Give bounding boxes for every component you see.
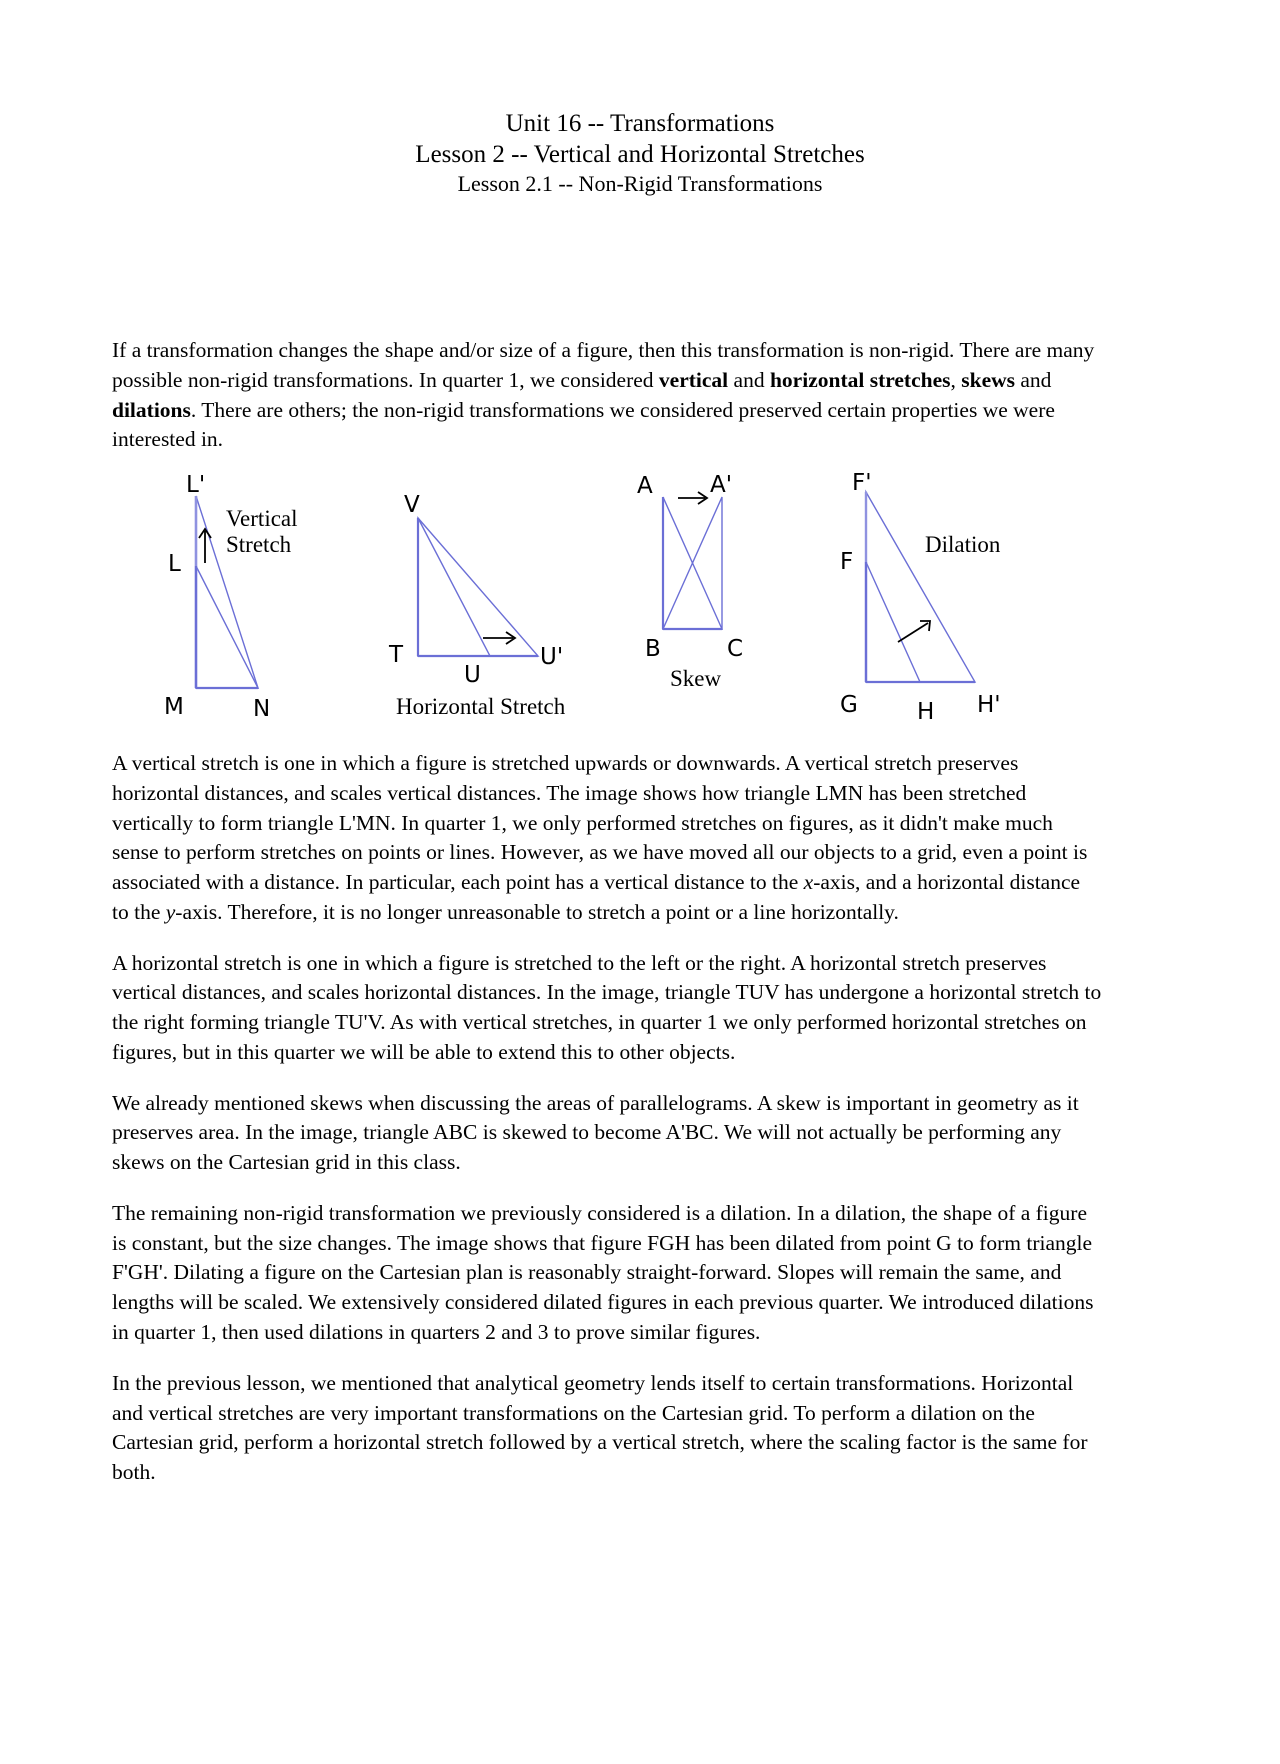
vertex-label-C: C	[727, 636, 744, 662]
dilation-figure	[866, 492, 975, 682]
intro-paragraph	[112, 336, 1102, 455]
document-page	[0, 108, 1280, 1764]
title-line-sublesson: Lesson 2.1 -- Non-Rigid Transformations	[457, 171, 823, 196]
vertex-label-V: V	[404, 492, 420, 518]
vertex-label-F-prime: F'	[852, 470, 872, 496]
vertex-label-M: M	[164, 694, 184, 720]
intro-bold-vertical: vertical	[658, 367, 729, 392]
vertex-label-L-prime: L'	[186, 472, 206, 498]
intro-bold-skews: skews	[961, 367, 1016, 392]
intro-section	[112, 336, 1102, 476]
vertex-label-B: B	[645, 636, 661, 662]
horizontal-stretch-figure	[418, 518, 538, 656]
caption-vertical-stretch-line2: Stretch	[226, 531, 292, 557]
p1-text-b: -axis, and a horizontal distance to the	[112, 870, 1081, 924]
paragraph-horizontal-stretch: A horizontal stretch is one in which a figure is stretched to the left or the right. A horizontal stretch preserves vertical distances, and scales horizontal distances. In the image, triangle TUV has undergone a horizontal stretch to the right forming triangle TU'V. As with vertical stretches, in quarter 1 we only performed horizontal stretches on figures, but in this quarter we will be able to extend this to other objects.	[112, 950, 1102, 1064]
vertex-label-U-prime: U'	[540, 644, 564, 670]
p1-italic-x: x	[803, 870, 814, 895]
vertex-label-H: H	[917, 699, 935, 725]
vertex-label-N: N	[253, 696, 271, 722]
title-line-unit: Unit 16 -- Transformations	[505, 110, 775, 137]
page-title	[0, 108, 1280, 197]
intro-text-4: and	[1015, 367, 1052, 392]
paragraph-analytical-geometry: In the previous lesson, we mentioned that analytical geometry lends itself to certain transformations. Horizontal and vertical stretches are very important transformations on the Cartesian grid. To perform a dilation on the Cartesian grid, perform a horizontal stretch followed by a vertical stretch, where the scaling factor is the same for both.	[112, 1370, 1088, 1485]
intro-text-3: ,	[950, 367, 962, 392]
intro-bold-dilations: dilations	[112, 397, 191, 422]
vertex-label-A: A	[637, 473, 653, 499]
intro-text-1: If a transformation changes the shape and/or size of a figure, then this transformation is non-rigid. There are many possible non-rigid transformations. In quarter 1, we considered	[112, 338, 1095, 392]
transformations-figure-group	[0, 466, 1280, 736]
vertex-label-G: G	[840, 692, 858, 718]
vertex-label-L: L	[168, 551, 181, 577]
intro-text-2: and	[728, 367, 770, 392]
figures-svg	[0, 466, 1280, 736]
right-arrow-icon-skew	[678, 492, 707, 504]
vertex-label-F: F	[840, 549, 854, 575]
intro-text-5: . There are others; the non-rigid transformations we considered preserved certain properties we were interested in.	[112, 397, 1055, 452]
caption-vertical-stretch-line1: Vertical	[226, 506, 298, 531]
paragraph-vertical-stretch	[112, 749, 1102, 928]
vertex-label-H-prime: H'	[977, 692, 1001, 718]
p1-italic-y: y	[165, 899, 176, 924]
body-section	[112, 749, 1102, 1509]
caption-horizontal-stretch: Horizontal Stretch	[396, 694, 566, 719]
skew-figure	[663, 492, 722, 629]
vertex-label-T: T	[389, 642, 404, 668]
vertex-label-A-prime: A'	[710, 472, 733, 498]
caption-dilation: Dilation	[925, 532, 1001, 557]
caption-vertical-stretch	[226, 506, 356, 558]
intro-bold-horizontal-stretches: horizontal stretches	[769, 367, 951, 392]
caption-skew: Skew	[670, 666, 722, 691]
paragraph-dilation: The remaining non-rigid transformation we previously considered is a dilation. In a dilation, the shape of a figure is constant, but the size changes. The image shows that figure FGH has been dilated from point G to form triangle F'GH'. Dilating a figure on the Cartesian plan is reasonably straight-forward. Slopes will remain the same, and lengths will be scaled. We extensively considered dilated figures in each previous quarter. We introduced dilations in quarter 1, then used dilations in quarters 2 and 3 to prove similar figures.	[112, 1200, 1094, 1345]
vertex-label-U: U	[464, 662, 481, 688]
paragraph-skew: We already mentioned skews when discussing the areas of parallelograms. A skew is important in geometry as it preserves area. In the image, triangle ABC is skewed to become A'BC. We will not actually be performing any skews on the Cartesian grid in this class.	[112, 1090, 1079, 1175]
title-line-lesson: Lesson 2 -- Vertical and Horizontal Stretches	[415, 141, 865, 168]
p1-text-a: A vertical stretch is one in which a figure is stretched upwards or downwards. A vertical stretch preserves horizontal distances, and scales vertical distances. The image shows how triangle LMN has been stretched vertically to form triangle L'MN. In quarter 1, we only performed stretches on figures, as it didn't make much sense to perform stretches on points or lines. However, as we have moved all our objects to a grid, even a point is associated with a distance. In particular, each point has a vertical distance to the	[112, 751, 1088, 895]
p1-text-c: -axis. Therefore, it is no longer unreasonable to stretch a point or a line horizontally.	[175, 899, 899, 924]
